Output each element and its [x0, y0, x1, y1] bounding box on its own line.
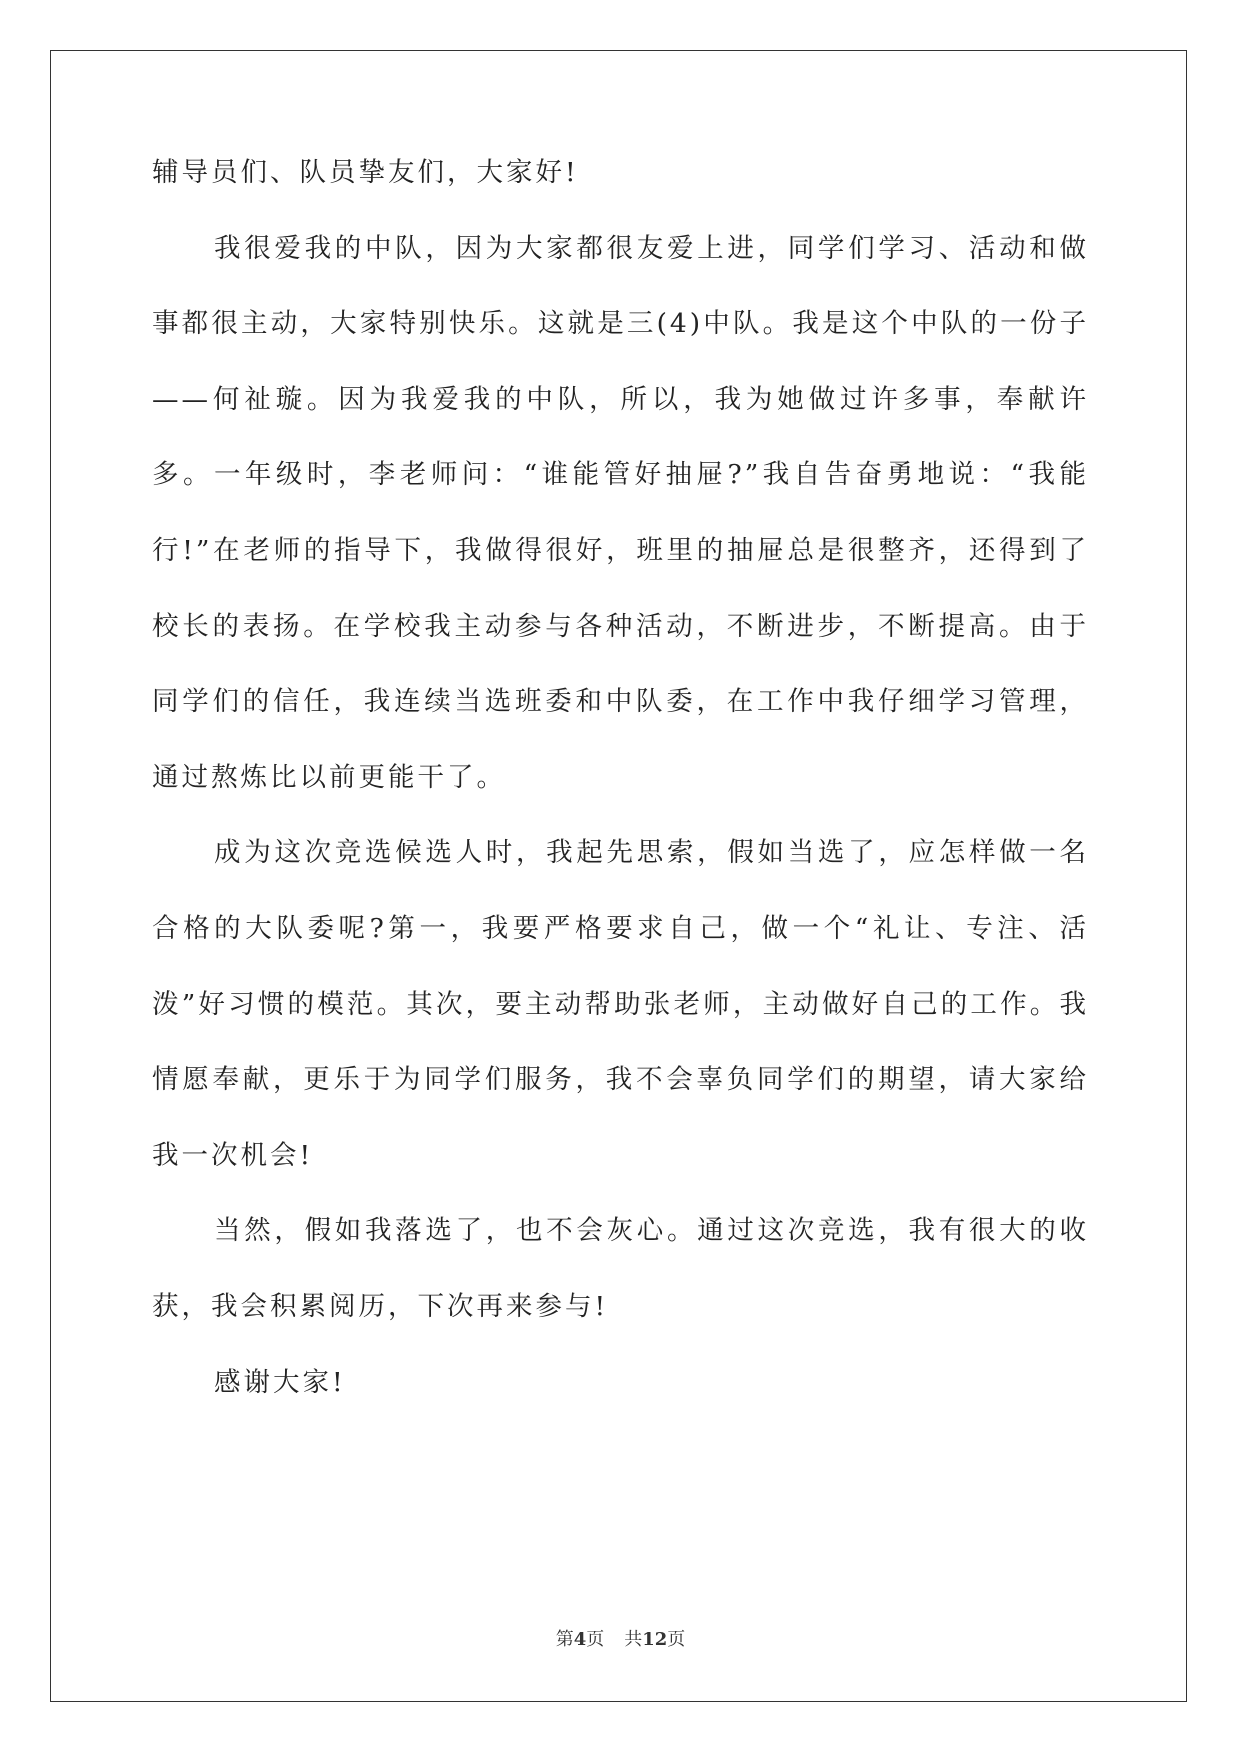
- page-number-current: 4: [573, 1629, 587, 1650]
- page-total-prefix: 共: [624, 1629, 643, 1650]
- page-total-suffix: 页: [667, 1629, 686, 1650]
- paragraph-introduction: 我很爱我的中队，因为大家都很友爱上进，同学们学习、活动和做事都很主动，大家特别快乐。这就是三(4)中队。我是这个中队的一份子——何祉璇。因为我爱我的中队，所以，我为她做过许多事，奉献许多。一年级时，李老师问：“谁能管好抽屉?”我自告奋勇地说：“我能行!”在老师的指导下，我做得很好，班里的抽屉总是很整齐，还得到了校长的表扬。在学校我主动参与各种活动，不断进步，不断提高。由于同学们的信任，我连续当选班委和中队委，在工作中我仔细学习管理，通过熬炼比以前更能干了。: [152, 232, 1089, 793]
- paragraph-thanks: 感谢大家!: [214, 1366, 346, 1398]
- page-number-prefix: 第: [555, 1629, 574, 1650]
- page-total: 12: [642, 1629, 668, 1650]
- page-number-suffix: 页: [586, 1629, 605, 1650]
- paragraph-attitude: 当然，假如我落选了，也不会灰心。通过这次竞选，我有很大的收获，我会积累阅历，下次再来参与!: [152, 1215, 1089, 1322]
- paragraph-goals: 成为这次竞选候选人时，我起先思索，假如当选了，应怎样做一名合格的大队委呢?第一，我要严格要求自己，做一个“礼让、专注、活泼”好习惯的模范。其次，要主动帮助张老师，主动做好自己的工作。我情愿奉献，更乐于为同学们服务，我不会辜负同学们的期望，请大家给我一次机会!: [152, 837, 1089, 1171]
- paragraph-greeting: 辅导员们、队员挚友们，大家好!: [152, 157, 579, 188]
- page-footer: [0, 1628, 1241, 1652]
- document-body: [152, 157, 1089, 1420]
